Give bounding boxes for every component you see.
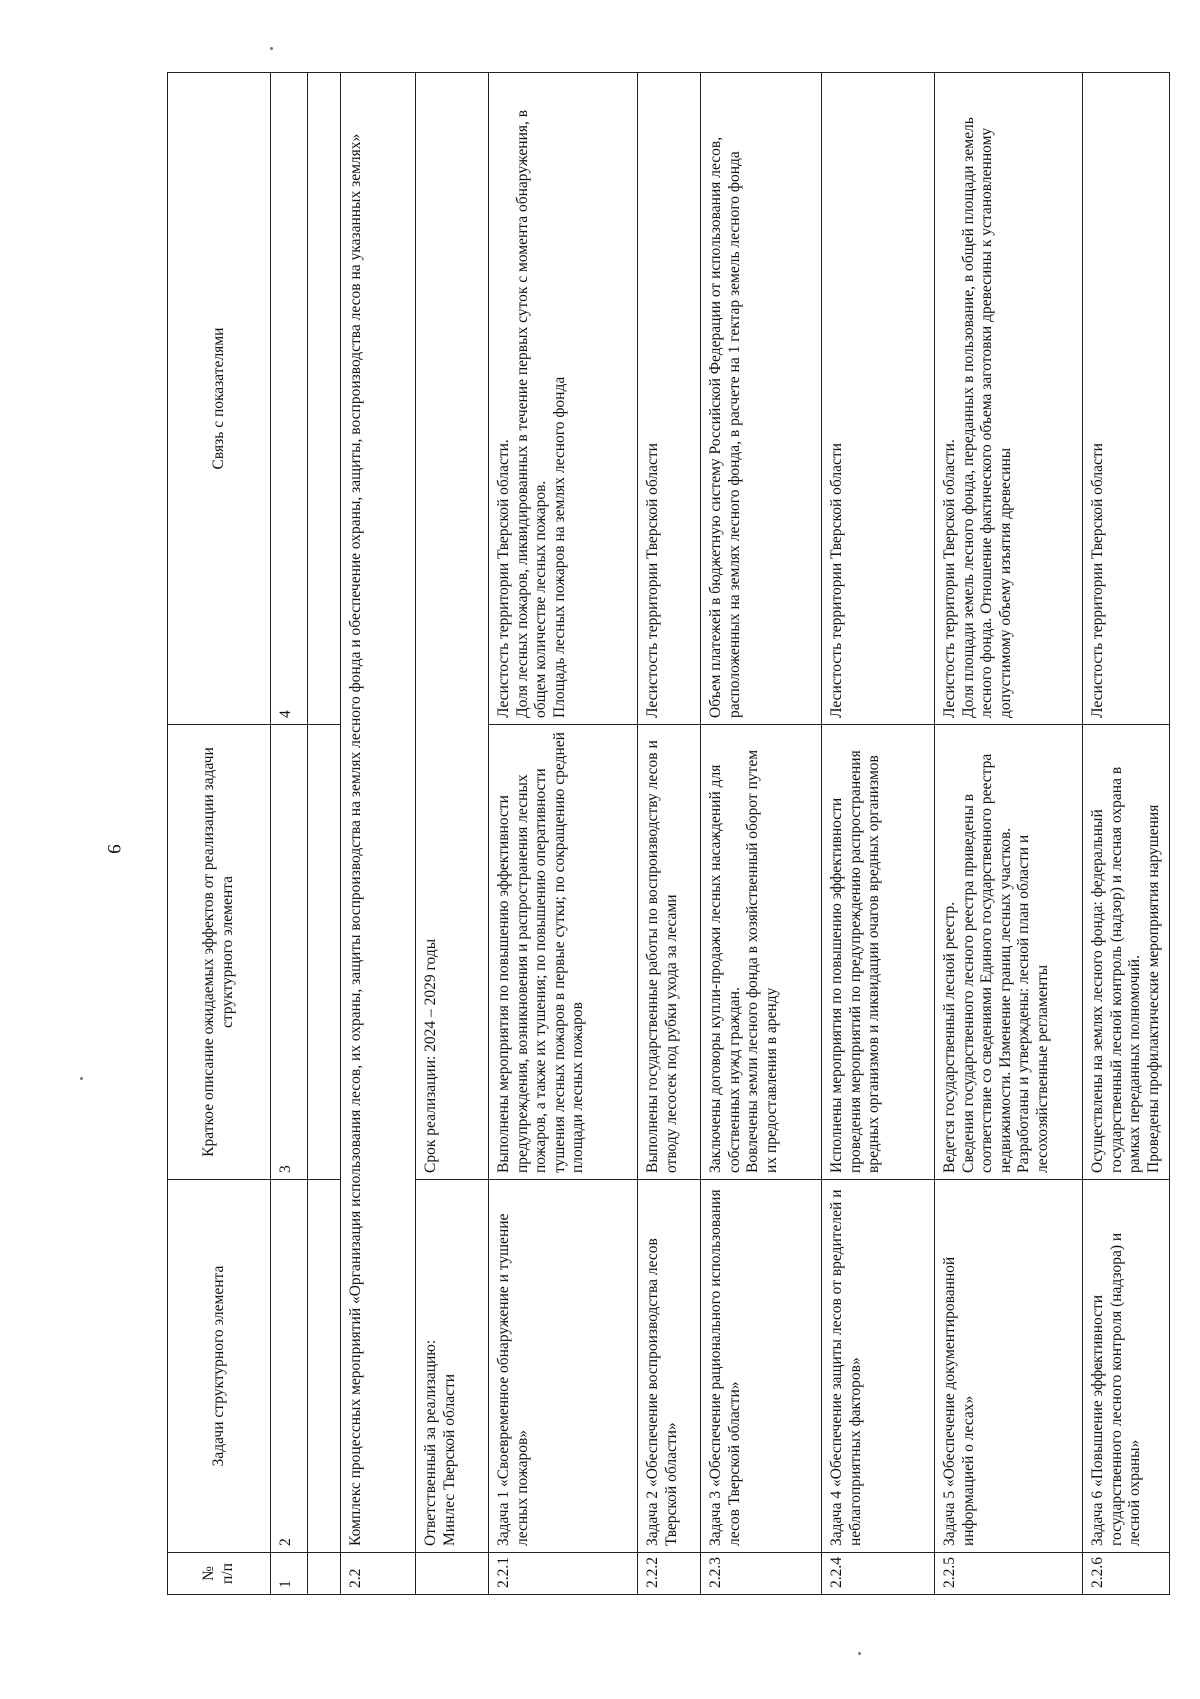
row-code: 2.2.3 [701,1553,822,1595]
tasks-table [167,72,1170,1595]
empty-cell [308,725,341,1180]
row-effect: Ведется государственный лесной реестр. Сведения государственного лесного реестра приведены в соответствие со сведениями Единого государственного реестра недвижимости. Изменение границ лесных участков. Разработаны и утверждены: лесной план области и лесохозяйственные регламенты [935,725,1083,1180]
row-link: Лесистость территории Тверской области. Доля лесных пожаров, ликвидированных в течение первых суток с момента обнаружения, в общем количестве лесных пожаров. Площадь лесных пожаров на землях лесного фонда [489,73,638,725]
row-effect: Осуществлены на землях лесного фонда: федеральный государственный лесной контроль (надзор) и лесная охрана в рамках переданных полномочий. Проведены профилактические мероприятия нарушения [1083,725,1170,1180]
row-task: Задача 1 «Своевременное обнаружение и тушение лесных пожаров» [489,1180,638,1553]
row-link: Лесистость территории Тверской области [1083,73,1170,725]
row-link: Лесистость территории Тверской области [638,73,701,725]
col-number: 3 [271,725,308,1180]
scan-speck [80,1077,83,1080]
scan-speck [270,47,273,50]
row-link: Объем платежей в бюджетную систему Российской Федерации от использования лесов, расположенных на землях лесного фонда, в расчете на 1 гектар земель лесного фонда [701,73,822,725]
row-code: 2.2.2 [638,1553,701,1595]
empty-cell [308,1553,341,1595]
row-code: 2.2.1 [489,1553,638,1595]
empty-row [308,73,341,1595]
row-task: Задача 5 «Обеспечение документированной информацией о лесах» [935,1180,1083,1553]
table-row [935,73,1083,1595]
responsible-row [416,73,489,1595]
col-number: 2 [271,1180,308,1553]
term-cell: Срок реализации: 2024 – 2029 годы [416,73,489,1180]
row-task: Задача 2 «Обеспечение воспроизводства лесов Тверской области» [638,1180,701,1553]
empty-cell [308,73,341,725]
header-link: Связь с показателями [168,73,271,725]
row-code: 2.2.5 [935,1553,1083,1595]
row-code: 2.2.4 [822,1553,935,1595]
header-description: Краткое описание ожидаемых эффектов от реализации задачи структурного элемента [168,725,271,1180]
row-effect: Исполнены мероприятия по повышению эффективности проведения мероприятий по предупреждению распространения вредных организмов и ликвидации очагов вредных организмов [822,725,935,1180]
row-effect: Выполнены мероприятия по повышению эффективности предупреждения, возникновения и распространения лесных пожаров, а также их тушения; по повышению оперативности тушения лесных пожаров в первые сутки; по сокращению средней площади лесных пожаров [489,725,638,1180]
empty-cell [308,1180,341,1553]
header-num: № п/п [168,1553,271,1595]
row-code: 2.2.6 [1083,1553,1170,1595]
table-row [489,73,638,1595]
complex-row [341,73,416,1595]
complex-title: Комплекс процессных мероприятий «Организация использования лесов, их охраны, защиты воспроизводства на землях лесного фонда и обеспечение охраны, защиты, воспроизводства лесов на указанных землях» [341,73,416,1553]
rotated-table-wrapper [167,72,1162,1595]
row-link: Лесистость территории Тверской области [822,73,935,725]
row-effect: Заключены договоры купли-продажи лесных насаждений для собственных нужд граждан. Вовлечены земли лесного фонда в хозяйственный оборот путем их предоставления в аренду [701,725,822,1180]
table-row [701,73,822,1595]
table-row [638,73,701,1595]
header-tasks: Задачи структурного элемента [168,1180,271,1553]
column-numbers-row [271,73,308,1595]
table-header-row [168,73,271,1595]
scan-speck [858,1652,861,1655]
col-number: 1 [271,1553,308,1595]
row-task: Задача 4 «Обеспечение защиты лесов от вредителей и неблагоприятных факторов» [822,1180,935,1553]
row-task: Задача 6 «Повышение эффективности государственного лесного контроля (надзора) и лесной охраны» [1083,1180,1170,1553]
row-link: Лесистость территории Тверской области. Доля площади земель лесного фонда, переданных в пользование, в общей площади земель лесного фонда. Отношение фактического объема заготовки древесины к установленному допустимому объему изъятия древесины [935,73,1083,725]
empty-cell [416,1553,489,1595]
table-row [1083,73,1170,1595]
complex-code: 2.2 [341,1553,416,1595]
table-row [822,73,935,1595]
row-effect: Выполнены государственные работы по воспроизводству лесов и отводу лесосек под рубки ухода за лесами [638,725,701,1180]
page-number: 9 [102,844,124,854]
row-task: Задача 3 «Обеспечение рационального использования лесов Тверской области» [701,1180,822,1553]
responsible-cell: Ответственный за реализацию: Минлес Тверской области [416,1180,489,1553]
col-number: 4 [271,73,308,725]
